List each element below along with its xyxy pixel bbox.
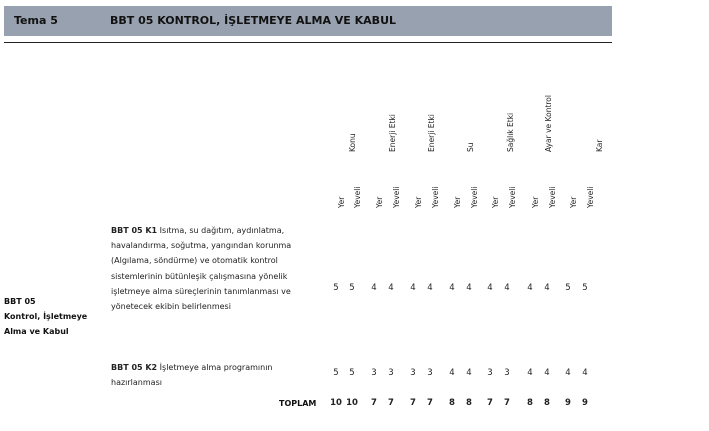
subheader-11: Yer <box>531 196 540 208</box>
score-cell: 4 <box>565 368 571 378</box>
total-cell: 7 <box>410 398 416 408</box>
subheader-6: Yeveli <box>431 186 440 208</box>
subheader-12: Yeveli <box>548 186 557 208</box>
score-cell: 4 <box>466 283 472 293</box>
row-k2-text: İşletmeye alma programının hazırlanması <box>111 363 273 388</box>
subheader-8: Yeveli <box>470 186 479 208</box>
total-cell: 10 <box>346 398 358 408</box>
total-cell: 7 <box>371 398 377 408</box>
total-cell: 7 <box>388 398 394 408</box>
total-cell: 9 <box>582 398 588 408</box>
score-cell: 5 <box>333 368 339 378</box>
divider <box>4 42 612 43</box>
score-cell: 4 <box>410 283 416 293</box>
total-cell: 7 <box>487 398 493 408</box>
criteria-header-5: Sağlık Etki <box>506 112 515 152</box>
subheader-4: Yeveli <box>392 186 401 208</box>
score-cell: 3 <box>388 368 394 378</box>
row-k2-code: BBT 05 K2 <box>111 363 158 372</box>
score-cell: 3 <box>487 368 493 378</box>
page-title: BBT 05 KONTROL, İŞLETMEYE ALMA VE KABUL <box>110 14 397 27</box>
criteria-header-4: Su <box>466 142 475 152</box>
total-cell: 7 <box>427 398 433 408</box>
score-cell: 4 <box>527 368 533 378</box>
group-label <box>4 294 87 339</box>
score-cell: 3 <box>427 368 433 378</box>
criteria-header-6: Ayar ve Kontrol <box>544 95 553 152</box>
score-cell: 5 <box>349 368 355 378</box>
total-cell: 10 <box>330 398 342 408</box>
score-cell: 4 <box>466 368 472 378</box>
row-k1-text: Isıtma, su dağıtım, aydınlatma, havalandırma, soğutma, yangından korunma (Algılama, söndürme) ve otomatik kontrol sistemlerinin bütünleşik çalışmasına yönelik işletmeye alma süreçlerinin tanımlanması ve yönetecek ekibin belirlenmesi <box>111 226 292 312</box>
score-cell: 4 <box>527 283 533 293</box>
score-cell: 4 <box>487 283 493 293</box>
score-cell: 5 <box>565 283 571 293</box>
score-cell: 4 <box>449 368 455 378</box>
total-cell: 8 <box>544 398 550 408</box>
total-cell: 7 <box>504 398 510 408</box>
score-cell: 4 <box>504 283 510 293</box>
row-k1-code: BBT 05 K1 <box>111 226 158 235</box>
theme-label: Tema 5 <box>14 14 58 27</box>
criteria-header-1: Konu <box>348 133 357 152</box>
subheader-2: Yeveli <box>353 186 362 208</box>
score-cell: 4 <box>544 283 550 293</box>
score-cell: 4 <box>371 283 377 293</box>
row-k2-description <box>111 360 307 390</box>
score-cell: 5 <box>349 283 355 293</box>
score-cell: 4 <box>582 368 588 378</box>
subheader-9: Yer <box>491 196 500 208</box>
total-cell: 8 <box>527 398 533 408</box>
score-cell: 4 <box>449 283 455 293</box>
criteria-header-7: Kar <box>595 139 604 152</box>
total-cell: 8 <box>449 398 455 408</box>
score-cell: 3 <box>371 368 377 378</box>
total-cell: 9 <box>565 398 571 408</box>
group-label-line1: BBT 05 <box>4 297 36 306</box>
score-cell: 4 <box>427 283 433 293</box>
score-cell: 4 <box>388 283 394 293</box>
subheader-7: Yer <box>453 196 462 208</box>
score-cell: 5 <box>582 283 588 293</box>
criteria-header-3: Enerji Etki <box>427 114 436 152</box>
subheader-14: Yeveli <box>586 186 595 208</box>
subheader-5: Yer <box>414 196 423 208</box>
section-banner <box>4 6 612 36</box>
score-cell: 3 <box>504 368 510 378</box>
score-cell: 5 <box>333 283 339 293</box>
subheader-3: Yer <box>375 196 384 208</box>
subheader-10: Yeveli <box>508 186 517 208</box>
criteria-header-2: Enerji Etki <box>388 114 397 152</box>
score-cell: 4 <box>544 368 550 378</box>
group-label-line2: Kontrol, İşletmeye <box>4 312 88 321</box>
group-label-line3: Alma ve Kabul <box>4 327 69 336</box>
row-k1-description <box>111 223 307 314</box>
score-cell: 3 <box>410 368 416 378</box>
subheader-1: Yer <box>337 196 346 208</box>
total-cell: 8 <box>466 398 472 408</box>
subheader-13: Yer <box>569 196 578 208</box>
total-label: TOPLAM <box>279 399 317 408</box>
